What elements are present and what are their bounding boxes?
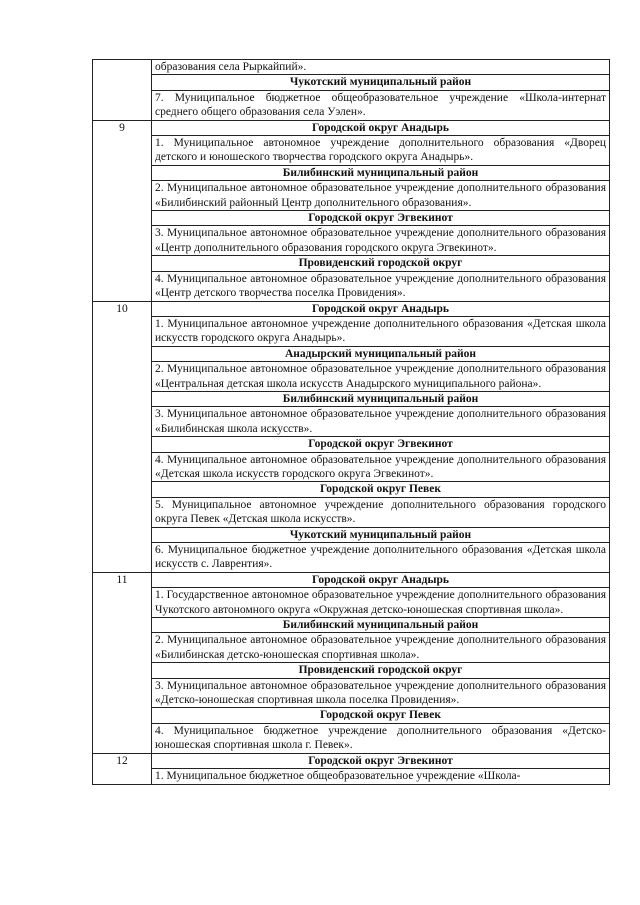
institution-entry: 4. Муниципальное автономное образовательное учреждение дополнительного образования «Центр детского творчества поселка Провидения». [152, 271, 610, 301]
section-heading-row [93, 120, 610, 135]
district-heading: Городской округ Эгвекинот [152, 211, 610, 226]
district-heading: Билибинский муниципальный район [152, 165, 610, 180]
institution-entry: 1. Муниципальное автономное учреждение дополнительного образования «Детская школа искусств городского округа Анадырь». [152, 316, 610, 346]
district-heading: Билибинский муниципальный район [152, 618, 610, 633]
district-heading: Провиденский городской округ [152, 256, 610, 271]
section-heading-row [93, 482, 610, 497]
table-row [93, 497, 610, 527]
district-heading: Городской округ Певек [152, 482, 610, 497]
section-heading-row [93, 663, 610, 678]
district-heading: Городской округ Эгвекинот [152, 437, 610, 452]
section-heading-row [93, 437, 610, 452]
institution-entry: 6. Муниципальное бюджетное учреждение дополнительного образования «Детская школа искусств с. Лаврентия». [152, 543, 610, 573]
institution-entry: 2. Муниципальное автономное образовательное учреждение дополнительного образования «Центральная детская школа искусств Анадырского муниципального района». [152, 362, 610, 392]
table-row [93, 271, 610, 301]
section-heading-row [93, 618, 610, 633]
institution-entry: образования села Рыркайпий». [152, 60, 610, 75]
district-heading: Билибинский муниципальный район [152, 391, 610, 406]
institution-entry: 3. Муниципальное автономное образовательное учреждение дополнительного образования «Билибинская школа искусств». [152, 407, 610, 437]
table-row [93, 60, 610, 75]
table-row [93, 633, 610, 663]
item-number: 9 [93, 120, 152, 301]
table-row [93, 362, 610, 392]
institution-entry: 2. Муниципальное автономное образовательное учреждение дополнительного образования «Билибинская детско-юношеская спортивная школа». [152, 633, 610, 663]
section-heading-row [93, 211, 610, 226]
item-number: 12 [93, 753, 152, 784]
institution-entry: 4. Муниципальное автономное образовательное учреждение дополнительного образования «Детская школа искусств городского округа Эгвекинот». [152, 452, 610, 482]
section-heading-row [93, 572, 610, 587]
document-table [92, 59, 610, 785]
institution-entry: 1. Муниципальное автономное учреждение дополнительного образования «Дворец детского и юношеского творчества городского округа Анадырь». [152, 136, 610, 166]
table-row [93, 543, 610, 573]
section-heading-row [93, 527, 610, 542]
table-row [93, 316, 610, 346]
section-heading-row [93, 753, 610, 768]
district-heading: Чукотский муниципальный район [152, 527, 610, 542]
institution-entry: 2. Муниципальное автономное образовательное учреждение дополнительного образования «Билибинский районный Центр дополнительного образования». [152, 181, 610, 211]
district-heading: Городской округ Анадырь [152, 572, 610, 587]
section-heading-row [93, 391, 610, 406]
table-row [93, 226, 610, 256]
item-number: 10 [93, 301, 152, 572]
section-heading-row [93, 346, 610, 361]
institution-entry: 3. Муниципальное автономное образовательное учреждение дополнительного образования «Детско-юношеская спортивная школа поселка Провидения». [152, 678, 610, 708]
district-heading: Городской округ Анадырь [152, 120, 610, 135]
table-row [93, 769, 610, 784]
item-number [93, 60, 152, 121]
district-heading: Чукотский муниципальный район [152, 75, 610, 90]
district-heading: Провиденский городской округ [152, 663, 610, 678]
institution-entry: 1. Государственное автономное образовательное учреждение дополнительного образования Чукотского автономного округа «Окружная детско-юношеская спортивная школа». [152, 588, 610, 618]
table-row [93, 136, 610, 166]
institution-entry: 7. Муниципальное бюджетное общеобразовательное учреждение «Школа-интернат среднего общего образования села Уэлен». [152, 90, 610, 120]
institution-entry: 1. Муниципальное бюджетное общеобразовательное учреждение «Школа- [152, 769, 610, 784]
table-row [93, 90, 610, 120]
section-heading-row [93, 301, 610, 316]
table-row [93, 678, 610, 708]
district-heading: Анадырский муниципальный район [152, 346, 610, 361]
institution-entry: 4. Муниципальное бюджетное учреждение дополнительного образования «Детско-юношеская спортивная школа г. Певек». [152, 723, 610, 753]
section-heading-row [93, 165, 610, 180]
district-heading: Городской округ Эгвекинот [152, 753, 610, 768]
table-row [93, 181, 610, 211]
district-heading: Городской округ Анадырь [152, 301, 610, 316]
item-number: 11 [93, 572, 152, 753]
table-row [93, 723, 610, 753]
section-heading-row [93, 708, 610, 723]
district-heading: Городской округ Певек [152, 708, 610, 723]
institution-entry: 5. Муниципальное автономное учреждение дополнительного образования городского округа Певек «Детская школа искусств». [152, 497, 610, 527]
institution-entry: 3. Муниципальное автономное образовательное учреждение дополнительного образования «Центр дополнительного образования городского округа Эгвекинот». [152, 226, 610, 256]
table-row [93, 407, 610, 437]
document-table-body [93, 60, 610, 785]
table-row [93, 452, 610, 482]
table-row [93, 588, 610, 618]
section-heading-row [93, 75, 610, 90]
section-heading-row [93, 256, 610, 271]
